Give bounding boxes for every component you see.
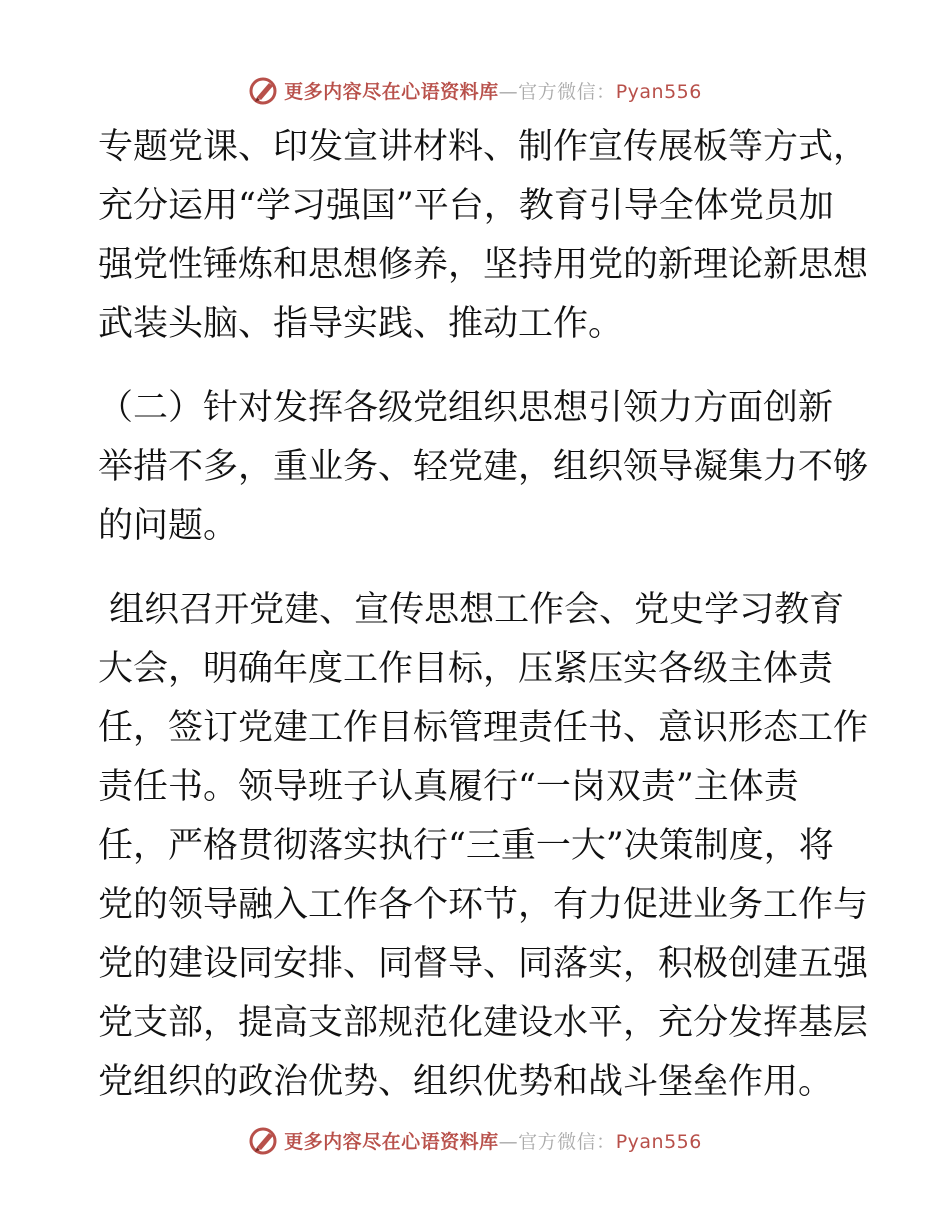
text-line: 责任书。领导班子认真履行“一岗双责”主体责 bbox=[98, 767, 799, 807]
text-line: 党的建设同安排、同督导、同落实，积极创建五强 bbox=[98, 944, 869, 984]
paragraph-gap bbox=[98, 556, 850, 581]
text-line: 党的领导融入工作各个环节，有力促进业务工作与 bbox=[98, 885, 869, 925]
watermark-main-text: 更多内容尽在心语资料库 bbox=[284, 80, 499, 103]
footer-watermark bbox=[0, 1122, 950, 1158]
text-line: 任，严格贯彻落实执行“三重一大”决策制度，将 bbox=[98, 826, 834, 866]
text-line: （二）针对发挥各级党组织思想引领力方面创新 bbox=[98, 388, 834, 428]
text-line: 党支部，提高支部规范化建设水平，充分发挥基层 bbox=[98, 1003, 869, 1043]
paragraph-3 bbox=[98, 581, 869, 1112]
watermark-official-label: 官方微信： bbox=[518, 80, 616, 103]
text-line: 任，签订党建工作目标管理责任书、意识形态工作 bbox=[98, 708, 869, 748]
paragraph-1 bbox=[98, 118, 869, 354]
text-line: 组织召开党建、宣传思想工作会、党史学习教育 bbox=[98, 590, 845, 630]
watermark-dash: — bbox=[498, 1130, 519, 1153]
text-line: 充分运用“学习强国”平台，教育引导全体党员加 bbox=[98, 186, 834, 226]
pen-logo-icon bbox=[248, 1124, 280, 1156]
watermark-wechat-id: Pyan556 bbox=[615, 80, 702, 103]
watermark-main-text: 更多内容尽在心语资料库 bbox=[284, 1130, 499, 1153]
watermark-wechat-id: Pyan556 bbox=[615, 1130, 702, 1153]
header-watermark bbox=[0, 72, 950, 108]
watermark-official-label: 官方微信： bbox=[518, 1130, 616, 1153]
text-line: 专题党课、印发宣讲材料、制作宣传展板等方式， bbox=[98, 127, 869, 167]
document-body bbox=[98, 118, 869, 1112]
text-line: 武装头脑、指导实践、推动工作。 bbox=[98, 304, 624, 344]
text-line: 党组织的政治优势、组织优势和战斗堡垒作用。 bbox=[98, 1062, 834, 1102]
pen-logo-icon bbox=[248, 74, 280, 106]
text-line: 强党性锤炼和思想修养，坚持用党的新理论新思想 bbox=[98, 245, 869, 285]
watermark-dash: — bbox=[498, 80, 519, 103]
paragraph-gap bbox=[98, 354, 850, 379]
text-line: 大会，明确年度工作目标，压紧压实各级主体责 bbox=[98, 649, 834, 689]
text-line: 的问题。 bbox=[98, 506, 239, 546]
text-line: 举措不多，重业务、轻党建，组织领导凝集力不够 bbox=[98, 447, 869, 487]
paragraph-2-heading bbox=[98, 379, 869, 556]
